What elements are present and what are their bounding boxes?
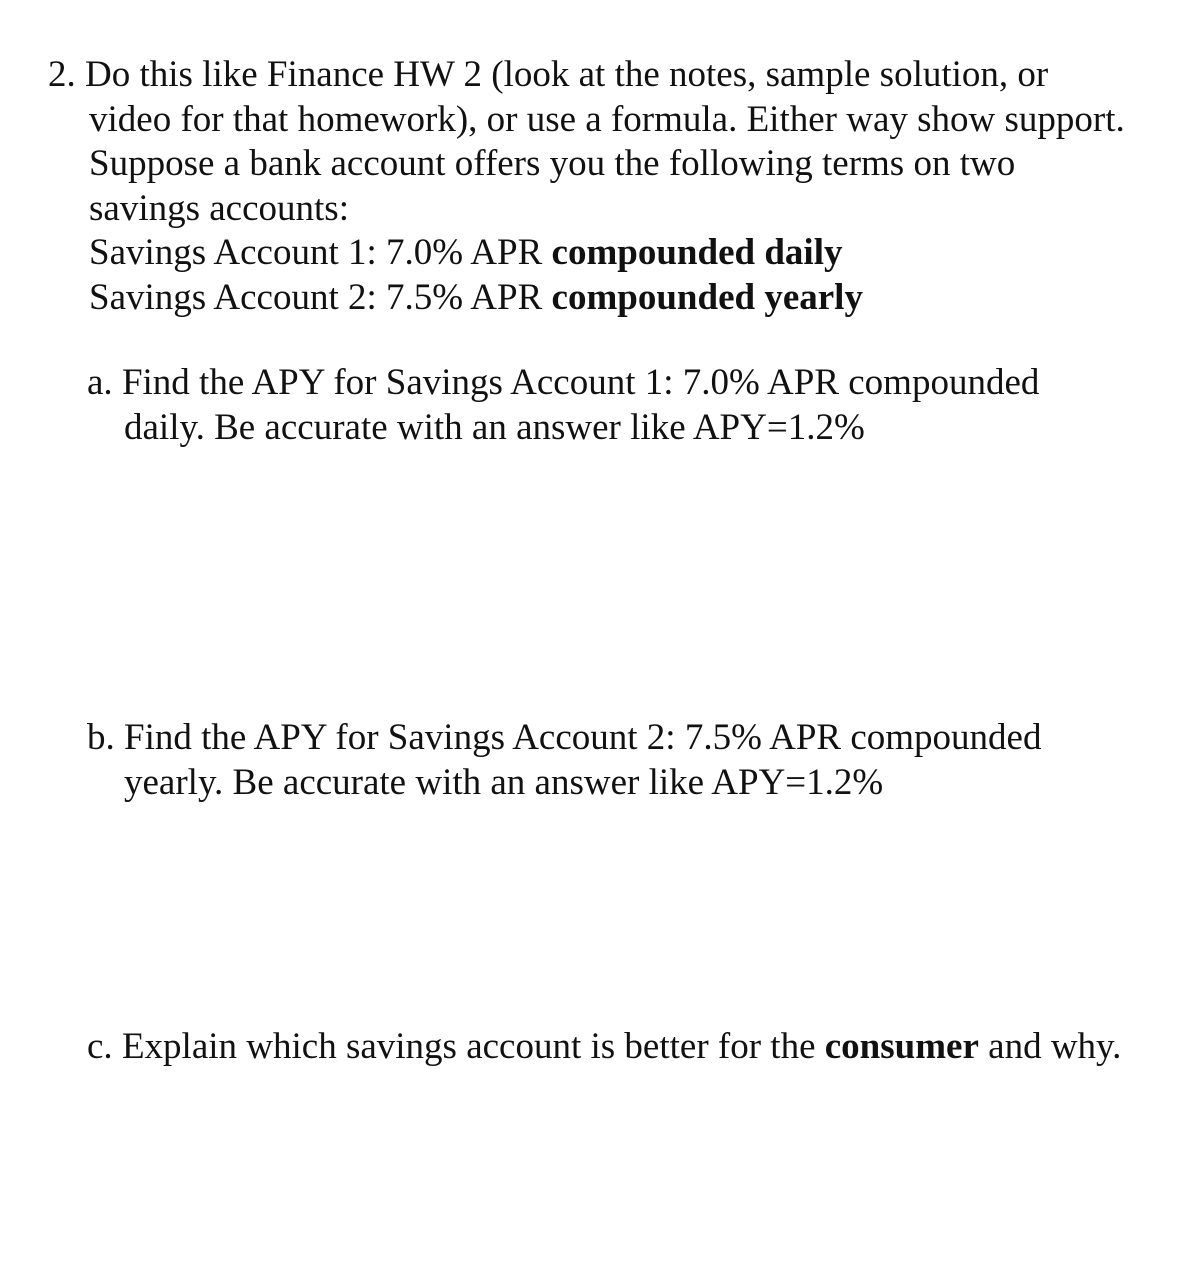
part-b — [87, 716, 1041, 805]
part-a-text-1: Find the APY for Savings Account 1: 7.0% APR compounded — [121, 362, 1040, 403]
part-a-text-2: daily. Be accurate with an answer like APY=1.2% — [124, 406, 865, 448]
question-2 — [48, 53, 1125, 320]
part-a-letter: a. — [87, 362, 113, 403]
account-2-compounding: compounded yearly — [551, 276, 863, 318]
account-2-label: Savings Account 2: 7.5% APR — [89, 276, 552, 318]
account-1-terms — [48, 231, 1125, 276]
question-line-1 — [48, 53, 1125, 98]
intro-line-2: video for that homework), or use a formula. Either way show support. — [89, 98, 1125, 140]
part-c-line — [87, 1025, 1121, 1070]
part-c-text-after: and why. — [978, 1026, 1122, 1067]
part-a-line-1 — [87, 361, 1039, 406]
part-a — [87, 361, 1039, 450]
part-c — [87, 1025, 1121, 1070]
intro-line-1: Do this like Finance HW 2 (look at the notes, sample solution, or — [85, 54, 1049, 95]
account-1-compounding: compounded daily — [551, 232, 843, 273]
account-1-label: Savings Account 1: 7.0% APR — [89, 232, 552, 273]
intro-line-3: Suppose a bank account offers you the following terms on two — [89, 143, 1016, 184]
part-b-text-2: yearly. Be accurate with an answer like APY=1.2% — [124, 761, 884, 803]
part-b-line-1 — [87, 716, 1041, 761]
part-c-text-before: Explain which savings account is better for the — [121, 1026, 825, 1067]
part-c-emphasis: consumer — [824, 1026, 979, 1067]
intro-line-4: savings accounts: — [89, 187, 349, 229]
part-b-letter: b. — [87, 717, 115, 758]
part-b-text-1: Find the APY for Savings Account 2: 7.5% APR compounded — [124, 717, 1042, 758]
part-c-letter: c. — [87, 1026, 113, 1067]
question-number: 2. — [48, 54, 76, 95]
account-2-terms — [48, 276, 1125, 321]
